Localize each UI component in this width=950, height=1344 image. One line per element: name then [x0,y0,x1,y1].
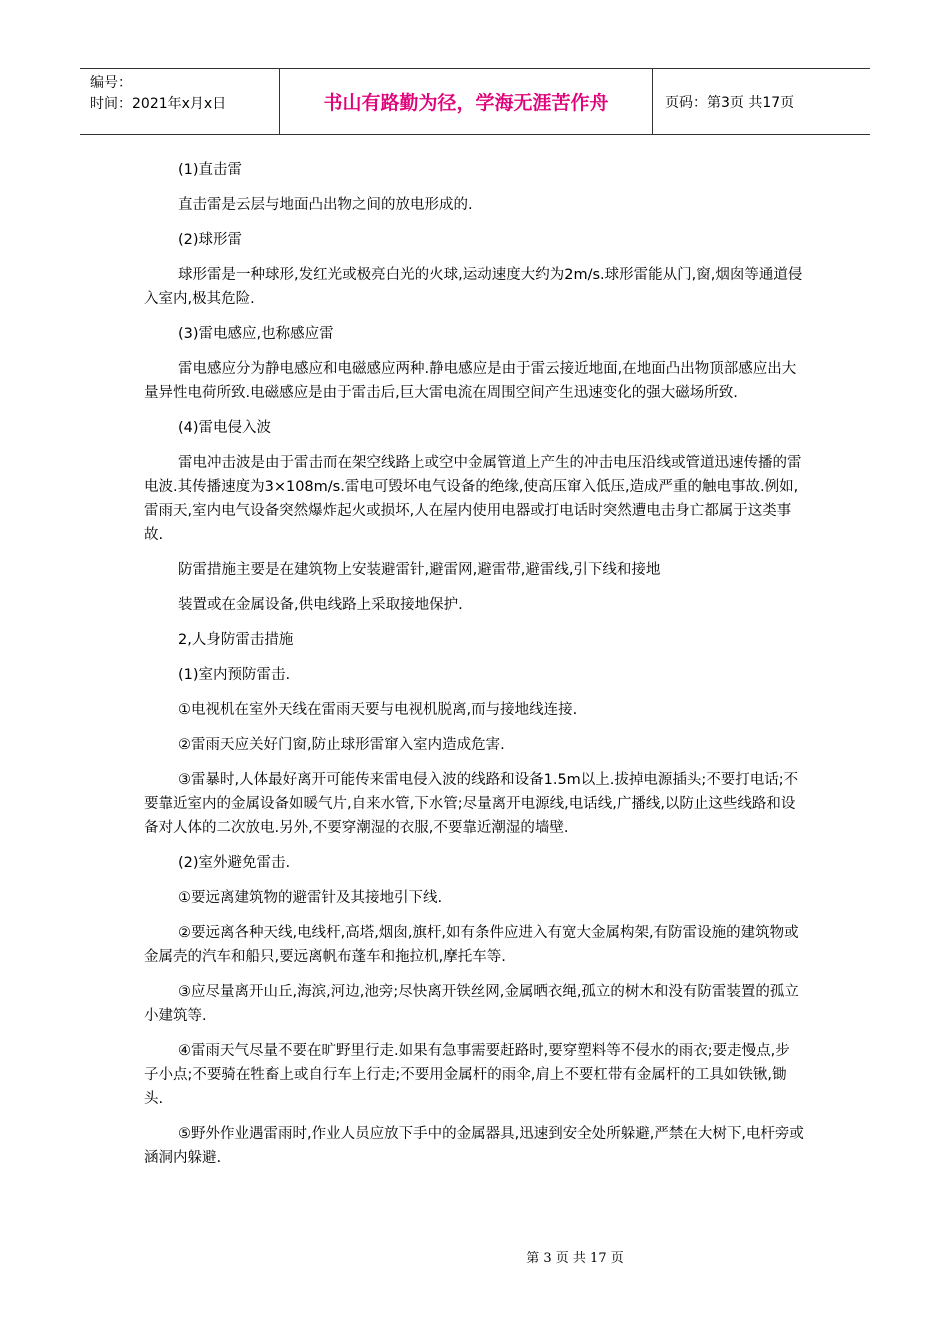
date-label: 时间：2021年x月x日 [90,96,227,112]
paragraph: 装置或在金属设备,供电线路上采取接地保护. [178,597,463,613]
document-body [144,158,804,1181]
paragraph: (2)球形雷 [178,232,243,248]
paragraph: 球形雷是一种球形,发红光或极亮白光的火球,运动速度大约为2m/s.球形雷能从门,窗,烟囱等通道侵入室内,极其危险. [144,267,803,307]
page-header [80,68,870,135]
paragraph: ①电视机在室外天线在雷雨天要与电视机脱离,而与接地线连接. [178,702,578,718]
paragraph: ④雷雨天气尽量不要在旷野里行走.如果有急事需要赶路时,要穿塑料等不侵水的雨衣;要走慢点,步子小点;不要骑在牲畜上或自行车上行走;不要用金属杆的雨伞,肩上不要杠带有金属杆的工具如铁锹,锄头. [144,1043,790,1107]
paragraph: 2,人身防雷击措施 [178,632,294,648]
header-meta [80,69,280,134]
header-page-info: 页码：第3页 共17页 [665,94,795,111]
header-motto: 书山有路勤为径，学海无涯苦作舟 [280,69,653,134]
paragraph: 雷电感应分为静电感应和电磁感应两种.静电感应是由于雷云接近地面,在地面凸出物顶部感应出大量异性电荷所致.电磁感应是由于雷击后,巨大雷电流在周围空间产生迅速变化的强大磁场所致. [144,361,797,401]
paragraph: ③应尽量离开山丘,海滨,河边,池旁;尽快离开铁丝网,金属晒衣绳,孤立的树木和没有防雷装置的孤立小建筑等. [144,984,799,1024]
paragraph: 防雷措施主要是在建筑物上安装避雷针,避雷网,避雷带,避雷线,引下线和接地 [178,562,661,578]
paragraph: ②要远离各种天线,电线杆,高塔,烟囱,旗杆,如有条件应进入有宽大金属构架,有防雷设施的建筑物或金属壳的汽车和船只,要远离帆布蓬车和拖拉机,摩托车等. [144,925,799,965]
paragraph: (1)直击雷 [178,162,243,178]
paragraph: (1)室内预防雷击. [178,667,291,683]
paragraph: ②雷雨天应关好门窗,防止球形雷窜入室内造成危害. [178,737,505,753]
paragraph: (2)室外避免雷击. [178,855,291,871]
paragraph: (3)雷电感应,也称感应雷 [178,326,334,342]
paragraph: ⑤野外作业遇雷雨时,作业人员应放下手中的金属器具,迅速到安全处所躲避,严禁在大树下,电杆旁或涵洞内躲避. [144,1126,804,1166]
paragraph: (4)雷电侵入波 [178,420,272,436]
page-footer: 第 3 页 共 17 页 [526,1251,624,1266]
number-label: 编号： [90,75,132,91]
paragraph: ③雷暴时,人体最好离开可能传来雷电侵入波的线路和设备1.5m以上.拔掉电源插头;不要打电话;不要靠近室内的金属设备如暖气片,自来水管,下水管;尽量离开电源线,电话线,广播线,以防止这些线路和设备对人体的二次放电.另外,不要穿潮湿的衣服,不要靠近潮湿的墙壁. [144,772,799,836]
paragraph: ①要远离建筑物的避雷针及其接地引下线. [178,890,443,906]
paragraph: 直击雷是云层与地面凸出物之间的放电形成的. [178,197,473,213]
paragraph: 雷电冲击波是由于雷击而在架空线路上或空中金属管道上产生的冲击电压沿线或管道迅速传播的雷电波.其传播速度为3×108m/s.雷电可毁坏电气设备的绝缘,使高压窜入低压,造成严重的触电事故.例如,雷雨天,室内电气设备突然爆炸起火或损坏,人在屋内使用电器或打电话时突然遭电击身亡都属于这类事故. [144,455,802,543]
